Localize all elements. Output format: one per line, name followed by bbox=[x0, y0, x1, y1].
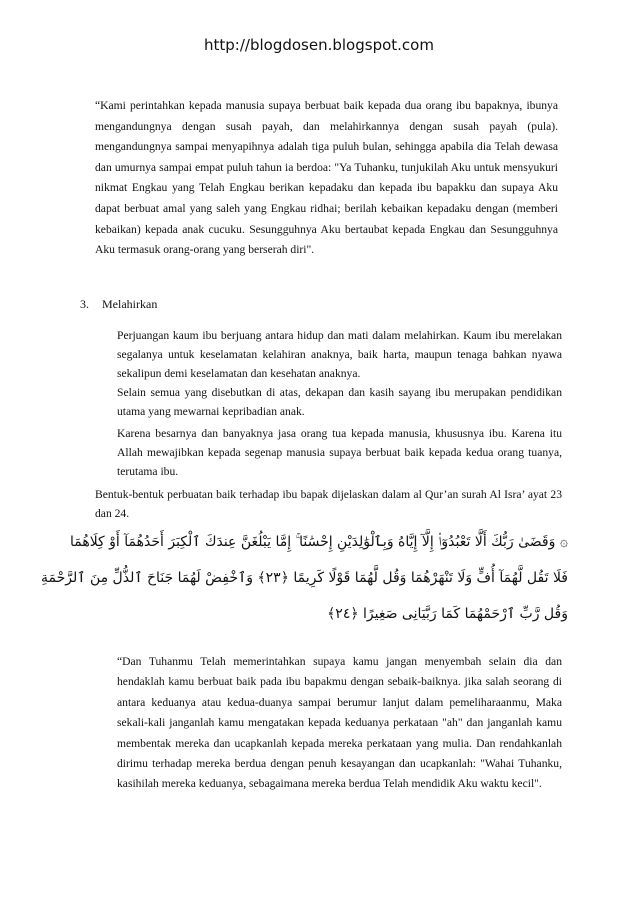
arabic-verse-line-1: ۞ وَقَضَىٰ رَبُّكَ أَلَّا تَعْبُدُوٓا۟ إِلَّآ إِيَّاهُ وَبِٱلْوَٰلِدَيْنِ إِحْسَٰنًا ۚ إِمَّا يَبْلُغَنَّ عِندَكَ ٱلْكِبَرَ أَحَدُهُمَآ أَوْ كِلَاهُمَا bbox=[69, 534, 568, 550]
section-heading bbox=[80, 295, 157, 313]
reference-paragraph: Bentuk-bentuk perbuatan baik terhadap ibu bapak dijelaskan dalam al Qur’an surah Al Isra’ ayat 23 dan 24. bbox=[95, 488, 562, 520]
arabic-verse-line-2: فَلَا تَقُل لَّهُمَآ أُفٍّ وَلَا تَنْهَرْهُمَا وَقُل لَّهُمَا قَوْلًا كَرِيمًا ﴿٢٣﴾ وَٱخْفِضْ لَهُمَا جَنَاحَ ٱلذُّلِّ مِنَ ٱلرَّحْمَةِ bbox=[41, 570, 568, 586]
section-title: Melahirkan bbox=[102, 297, 158, 311]
section-number: 3. bbox=[80, 297, 89, 311]
section-body bbox=[117, 326, 562, 421]
obligation-paragraph: Karena besarnya dan banyaknya jasa orang tua kepada manusia, khususnya ibu. Karena itu Allah mewajibkan kepada segenap manusia supaya berbuat baik kepada kedua orang tuanya, terutama ibu. bbox=[117, 427, 562, 478]
affection-paragraph: Selain semua yang disebutkan di atas, dekapan dan kasih sayang ibu merupakan pendidikan utama yang mewarnai kepribadian anak. bbox=[117, 386, 562, 418]
quote-paragraph-1: “Kami perintahkan kepada manusia supaya berbuat baik kepada dua orang ibu bapaknya, ibunya mengandungnya dengan susah payah, dan melahirkannya dengan susah payah (pula). mengandungnya sampai menyapihnya adalah tiga puluh bulan, sehingga apabila dia Telah dewasa dan umurnya sampai empat puluh tahun ia berdoa: "Ya Tuhanku, tunjukilah Aku untuk mensyukuri nikmat Engkau yang Telah Engkau berikan kepadaku dan kepada ibu bapakku dan supaya Aku dapat berbuat amal yang saleh yang Engkau ridhai; berilah kebaikan kepadaku dengan (memberi kebaikan) kepada anak cucuku. Sesungguhnya Aku bertaubat kepada Engkau dan Sesungguhnya Aku termasuk orang-orang yang berserah diri". bbox=[95, 99, 558, 257]
labor-paragraph: Perjuangan kaum ibu berjuang antara hidup dan mati dalam melahirkan. Kaum ibu merelakan segalanya untuk keselamatan kelahiran anaknya, baik harta, maupun tenaga bahkan nyawa sekalipun demi keselamatan dan kesehatan anaknya. bbox=[117, 329, 562, 380]
arabic-verse-line-3: وَقُل رَّبِّ ٱرْحَمْهُمَا كَمَا رَبَّيَانِى صَغِيرًا ﴿٢٤﴾ bbox=[327, 606, 568, 622]
translation-paragraph: “Dan Tuhanmu Telah memerintahkan supaya kamu jangan menyembah selain dia dan hendaklah kamu berbuat baik pada ibu bapakmu dengan sebaik-baiknya. jika salah seorang di antara keduanya atau kedua-duanya sampai berumur lanjut dalam pemeliharaanmu, Maka sekali-kali janganlah kamu mengatakan kepada keduanya perkataan "ah" dan janganlah kamu membentak mereka dan ucapkanlah kepada mereka perkataan yang mulia. Dan rendahkanlah dirimu terhadap mereka berdua dengan penuh kesayangan dan ucapkanlah: "Wahai Tuhanku, kasihilah mereka keduanya, sebagaimana mereka berdua Telah mendidik Aku waktu kecil". bbox=[117, 655, 562, 791]
page-header-url: http://blogdosen.blogspot.com bbox=[204, 36, 434, 54]
